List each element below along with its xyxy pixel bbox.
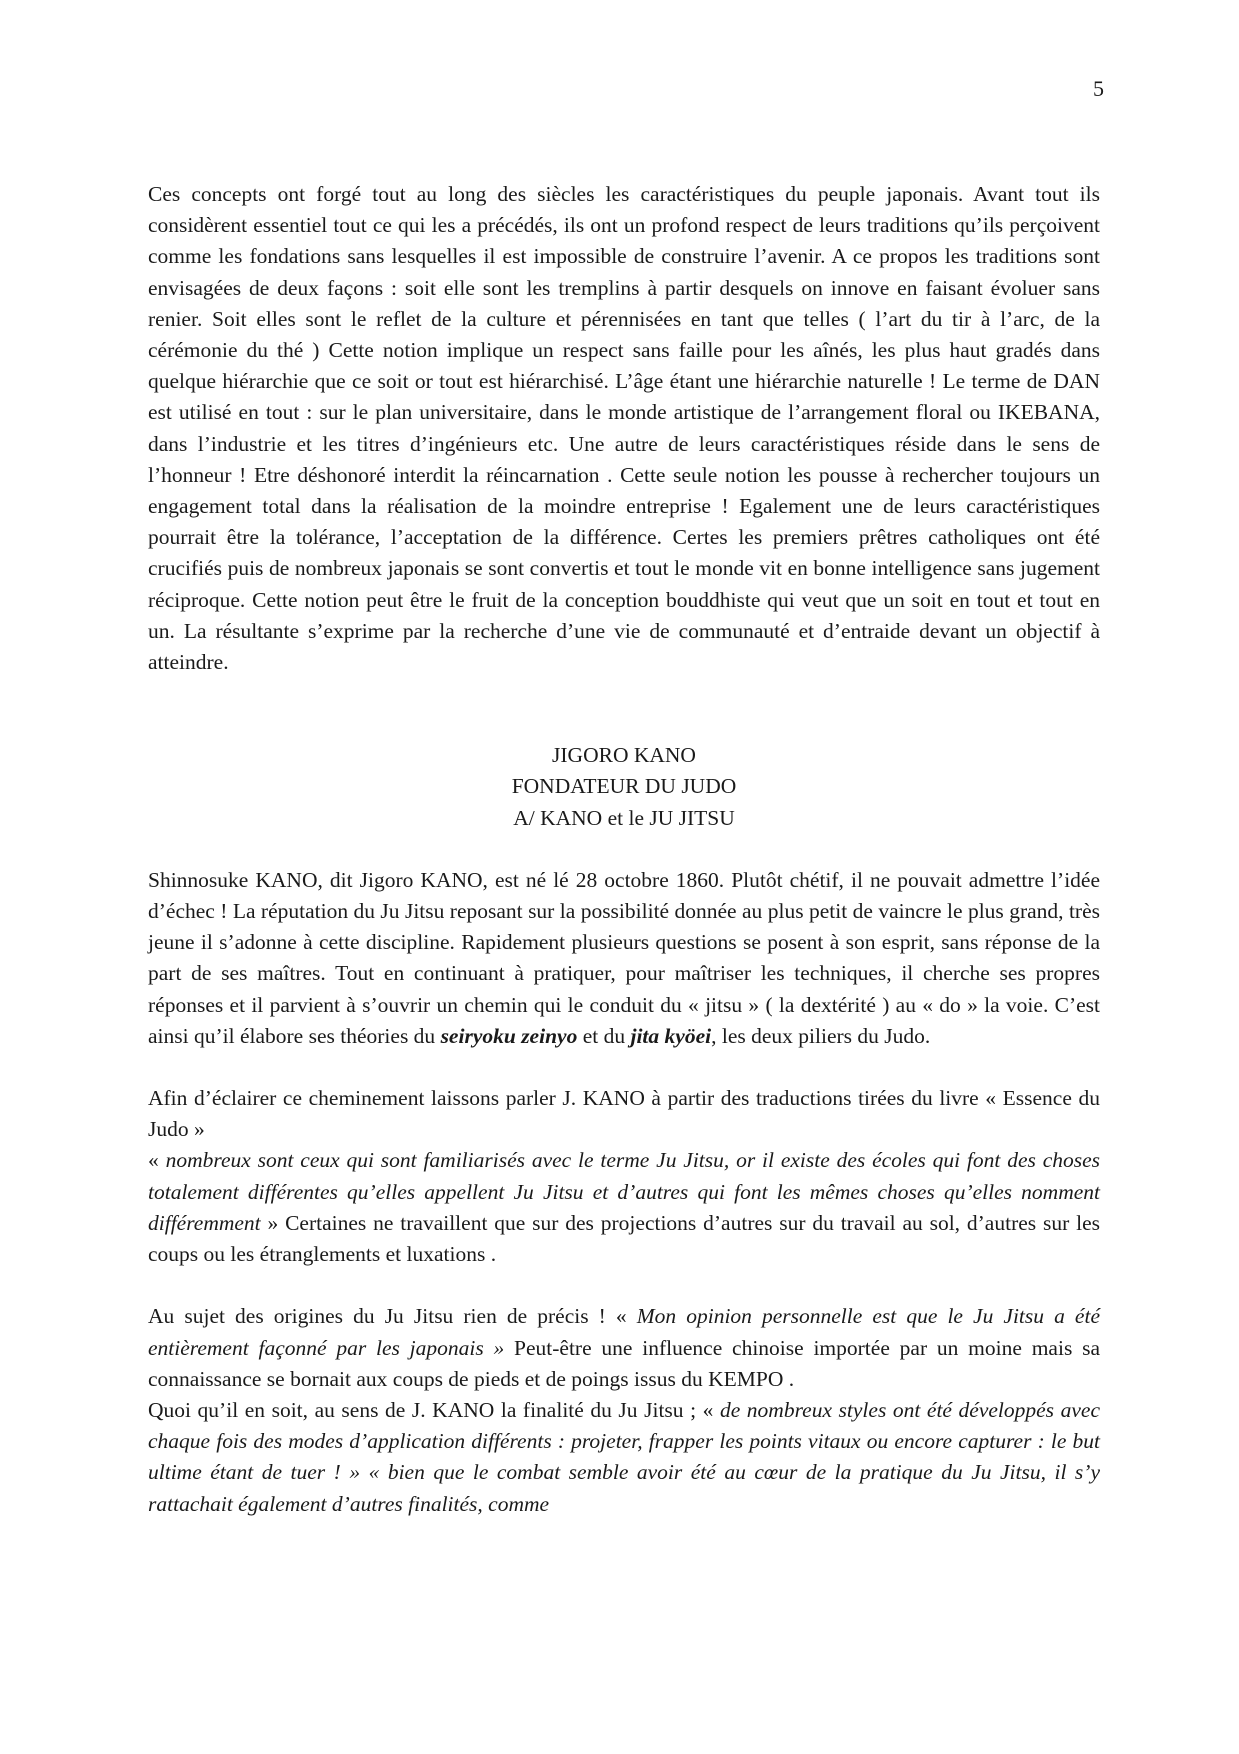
paragraph-kano-biography xyxy=(148,865,1100,1052)
quote-segment: nombreux sont ceux qui sont familiarisés avec le terme Ju Jitsu, or il existe des écoles qui font des choses totalement différentes qu’elles appellent Ju Jitsu et d’autres qui font les mêmes choses qu’elles nomment différemment xyxy=(148,1148,1101,1235)
page-content xyxy=(148,179,1100,1520)
text-segment: » Certaines ne travaillent que sur des projections d’autres sur du travail au sol, d’autres sur les coups ou les étranglements et luxations . xyxy=(148,1210,1100,1267)
heading-line-3: A/ KANO et le JU JITSU xyxy=(513,805,735,830)
text-segment: Au sujet des origines du Ju Jitsu rien de précis ! « xyxy=(148,1304,637,1329)
quote-segment: Mon opinion personnelle est que le Ju Jitsu a été entièrement façonné par les japonais » xyxy=(148,1304,1100,1360)
heading-line-1: JIGORO KANO xyxy=(552,743,696,768)
text-segment: Peut-être une influence chinoise importée par un moine mais sa connaissance se bornait aux coups de pieds et de poings issus du KEMPO . xyxy=(148,1335,1101,1391)
text-segment: Quoi qu’il en soit, au sens de J. KANO la finalité du Ju Jitsu ; « xyxy=(148,1397,720,1422)
text-segment: et du xyxy=(577,1023,631,1048)
paragraph-japanese-characteristics: Ces concepts ont forgé tout au long des siècles les caractéristiques du peuple japonais. Avant tout ils considèrent essentiel tout ce qui les a précédés, ils ont un profond respect de leurs traditions qu’ils perçoivent comme les fondations sans lesquelles il est impossible de construire l’avenir. A ce propos les traditions sont envisagées de deux façons : soit elle sont les tremplins à partir desquels on innove en faisant évoluer sans renier. Soit elles sont le reflet de la culture et pérennisées en tant que telles ( l’art du tir à l’arc, de la cérémonie du thé ) Cette notion implique un respect sans faille pour les aînés, les plus haut gradés dans quelque hiérarchie que ce soit or tout est hiérarchisé. L’âge étant une hiérarchie naturelle ! Le terme de DAN est utilisé en tout : sur le plan universitaire, dans le monde artistique de l’arrangement floral ou IKEBANA, dans l’industrie et les titres d’ingénieurs etc. Une autre de leurs caractéristiques réside dans le sens de l’honneur ! Etre déshonoré interdit la réincarnation . Cette seule notion les pousse à rechercher toujours un engagement total dans la réalisation de la moindre entreprise ! Egalement une de leurs caractéristiques pourrait être la tolérance, l’acceptation de la différence. Certes les premiers prêtres catholiques ont été crucifiés puis de nombreux japonais se sont convertis et tout le monde vit en bonne intelligence sans jugement réciproque. Cette notion peut être le fruit de la conception bouddhiste qui veut que un soit en tout et tout en un. La résultante s’exprime par la recherche d’une vie de communauté et d’entraide devant un objectif à atteindre. xyxy=(148,182,1100,675)
term-seiryoku-zeinyo: seiryoku zeinyo xyxy=(440,1023,578,1048)
section-heading xyxy=(148,740,1100,834)
text-segment: Shinnosuke KANO, dit Jigoro KANO, est né lé 28 octobre 1860. Plutôt chétif, il ne pouvait admettre l’idée d’échec ! La réputation du Ju Jitsu reposant sur la possibilité donnée au plus petit de vaincre le plus grand, très jeune il s’adonne à cette discipline. Rapidement plusieurs questions se posent à son esprit, sans réponse de la part de ses maîtres. Tout en continuant à pratiquer, pour maîtriser les techniques, il cherche ses propres réponses et il parvient à s’ouvrir un chemin qui le conduit du « jitsu » ( la dextérité ) au « do » la voie. C’est ainsi qu’il élabore ses théories du xyxy=(148,867,1100,1048)
text-segment: , les deux piliers du Judo. xyxy=(711,1023,931,1048)
page-number: 5 xyxy=(1093,76,1104,101)
text-segment: Afin d’éclairer ce cheminement laissons parler J. KANO à partir des traductions tirées du livre « Essence du Judo » xyxy=(148,1086,1100,1142)
heading-line-2: FONDATEUR DU JUDO xyxy=(511,774,737,799)
paragraph-essence-du-judo xyxy=(148,1083,1100,1270)
term-jita-kyoei: jita kyöei xyxy=(630,1023,712,1048)
text-segment: « xyxy=(148,1148,166,1173)
paragraph-origins-ju-jitsu xyxy=(148,1301,1100,1519)
quote-segment: de nombreux styles ont été développés avec chaque fois des modes d’application différents : projeter, frapper les points vitaux ou encore capturer : le but ultime étant de tuer ! » « bien que le combat semble avoir été au cœur de la pratique du Ju Jitsu, il s’y rattachait également d’autres finalités, comme xyxy=(148,1397,1100,1516)
